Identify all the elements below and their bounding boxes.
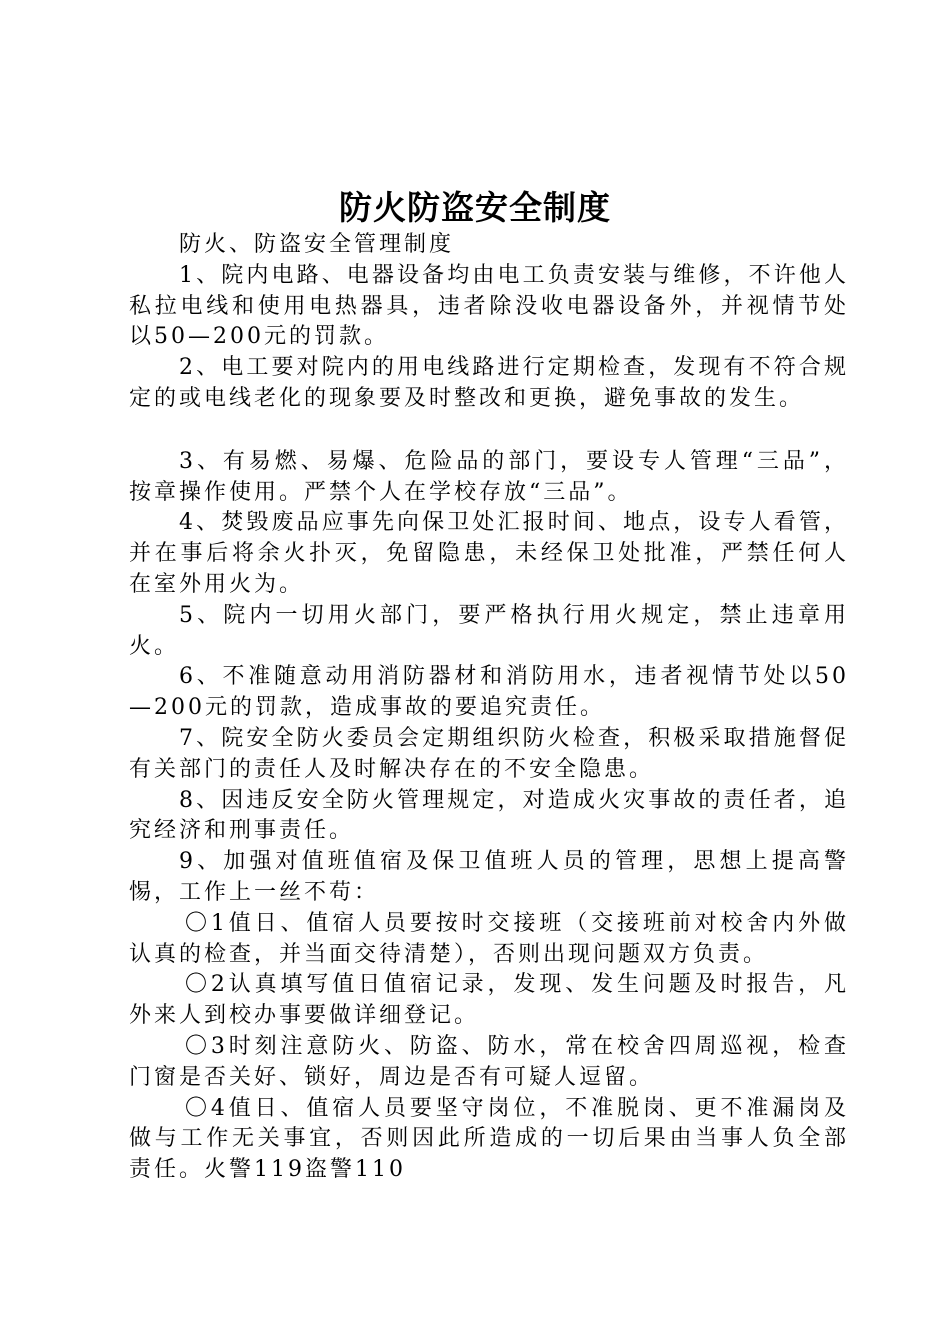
paragraph-rule-2: 2、电工要对院内的用电线路进行定期检查，发现有不符合规定的或电线老化的现象要及时整改和更换，避免事故的发生。 bbox=[129, 355, 849, 411]
paragraph-rule-5: 5、院内一切用火部门，要严格执行用火规定，禁止违章用火。 bbox=[129, 602, 849, 659]
paragraph-rule-4: 4、焚毁废品应事先向保卫处汇报时间、地点，设专人看管，并在事后将余火扑灭，免留隐患，未经保卫处批准，严禁任何人在室外用火为。 bbox=[129, 510, 849, 597]
paragraph-rule-3: 3、有易燃、易爆、危险品的部门，要设专人管理“三品”，按章操作使用。严禁个人在学校存放“三品”。 bbox=[129, 448, 849, 505]
paragraph-subrule-4: 〇4值日、值宿人员要坚守岗位，不准脱岗、更不准漏岗及做与工作无关事宜，否则因此所造成的一切后果由当事人负全部责任。火警119盗警110 bbox=[129, 1095, 849, 1183]
document-title: 防火防盗安全制度 bbox=[339, 188, 611, 227]
paragraph-rule-1: 1、院内电路、电器设备均由电工负责安装与维修，不许他人私拉电线和使用电热器具，违者除没收电器设备外，并视情节处以50—200元的罚款。 bbox=[129, 262, 849, 350]
paragraph-subrule-2: 〇2认真填写值日值宿记录，发现、发生问题及时报告，凡外来人到校办事要做详细登记。 bbox=[129, 972, 849, 1029]
paragraph-subrule-1: 〇1值日、值宿人员要按时交接班（交接班前对校舍内外做认真的检查，并当面交待清楚），否则出现问题双方负责。 bbox=[129, 910, 849, 967]
paragraph-heading: 防火、防盗安全管理制度 bbox=[179, 232, 455, 257]
paragraph-rule-6: 6、不准随意动用消防器材和消防用水，违者视情节处以50—200元的罚款，造成事故的要追究责任。 bbox=[129, 664, 849, 721]
document-body bbox=[129, 230, 849, 1186]
paragraph-subrule-3: 〇3时刻注意防火、防盗、防水，常在校舍四周巡视，检查门窗是否关好、锁好，周边是否有可疑人逗留。 bbox=[129, 1033, 849, 1090]
paragraph-rule-8: 8、因违反安全防火管理规定，对造成火灾事故的责任者，追究经济和刑事责任。 bbox=[129, 787, 849, 844]
paragraph-rule-7: 7、院安全防火委员会定期组织防火检查，积极采取措施督促有关部门的责任人及时解决存在的不安全隐患。 bbox=[129, 725, 849, 782]
paragraph-rule-9: 9、加强对值班值宿及保卫值班人员的管理，思想上提高警惕，工作上一丝不苟： bbox=[129, 849, 849, 905]
